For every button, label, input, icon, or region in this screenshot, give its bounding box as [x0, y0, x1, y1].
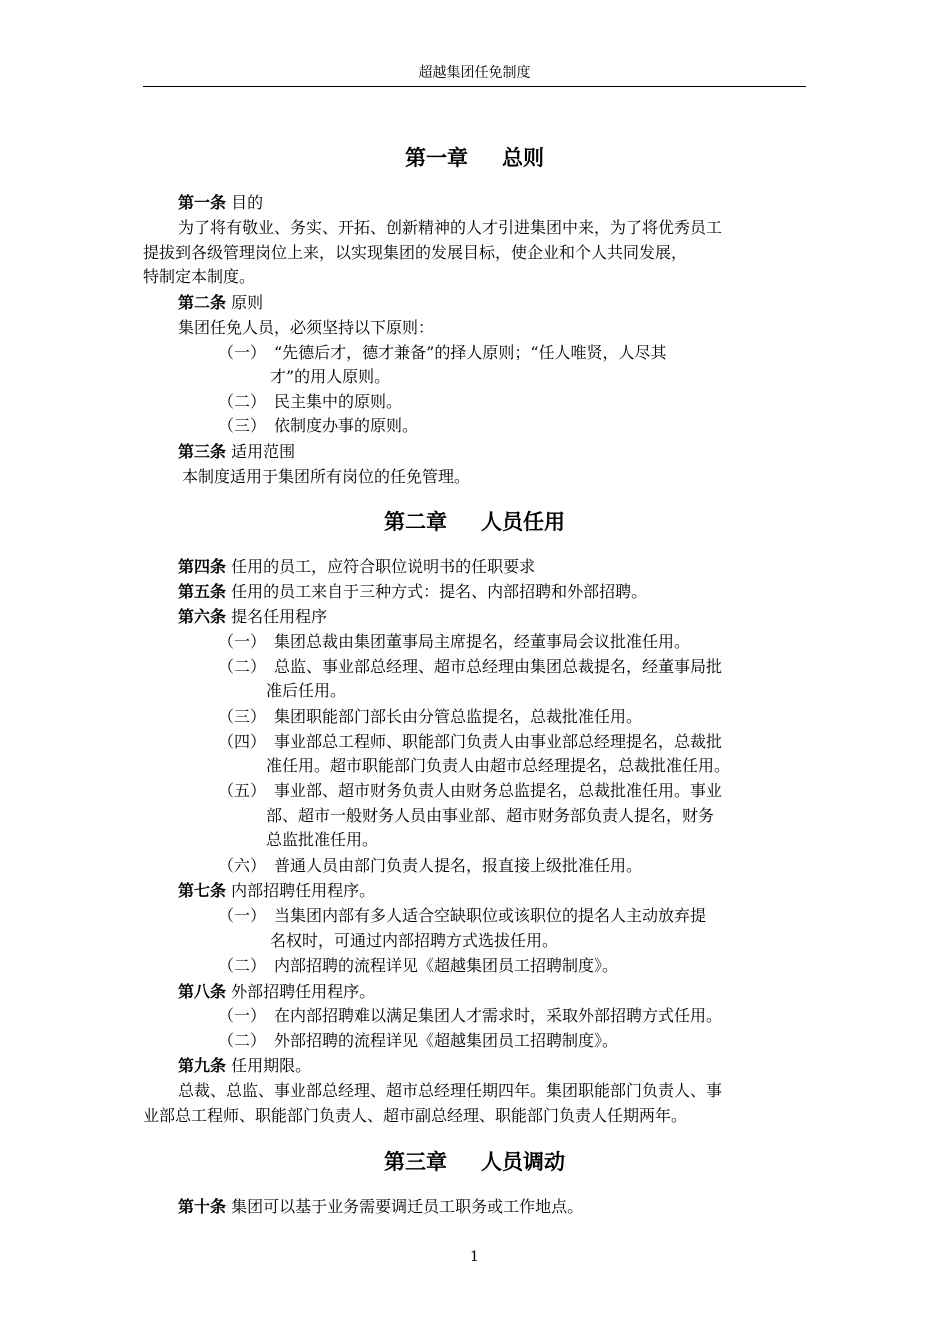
chapter-3-number: 第三章 — [384, 1150, 447, 1174]
article-3-heading — [178, 441, 295, 463]
article-9-heading — [178, 1055, 311, 1077]
article-label: 第三条 — [178, 442, 227, 461]
list-item: （一） 集团总裁由集团董事局主席提名，经董事局会议批准任用。 — [218, 632, 691, 651]
chapter-1-number: 第一章 — [405, 146, 468, 170]
article-5-heading — [178, 581, 647, 603]
article-title: 内部招聘任用程序。 — [231, 881, 376, 900]
list-item-continuation: 部、超市一般财务人员由事业部、超市财务部负责人提名，财务 — [266, 806, 715, 825]
article-10-heading — [178, 1196, 583, 1218]
article-title: 目的 — [231, 193, 264, 212]
article-title: 任用期限。 — [231, 1056, 312, 1075]
header-rule — [143, 86, 806, 87]
article-title: 原则 — [231, 293, 264, 312]
article-title: 提名任用程序 — [231, 607, 328, 626]
article-1-heading — [178, 192, 263, 214]
chapter-1-heading — [143, 144, 806, 172]
paragraph-line: 本制度适用于集团所有岗位的任免管理。 — [182, 467, 471, 486]
list-item: （六） 普通人员由部门负责人提名，报直接上级批准任用。 — [218, 856, 643, 875]
paragraph-line: 总裁、总监、事业部总经理、超市总经理任期四年。集团职能部门负责人、事 — [178, 1081, 723, 1100]
list-item: （一） “先德后才，德才兼备”的择人原则；“任人唯贤，人尽其 — [218, 343, 667, 362]
list-item: （二） 外部招聘的流程详见《超越集团员工招聘制度》。 — [218, 1031, 619, 1050]
list-item: （三） 依制度办事的原则。 — [218, 416, 419, 435]
article-6-heading — [178, 606, 327, 628]
paragraph-line: 为了将有敬业、务实、开拓、创新精神的人才引进集团中来，为了将优秀员工 — [178, 218, 723, 237]
chapter-2-heading — [143, 508, 806, 536]
article-label: 第六条 — [178, 607, 227, 626]
chapter-3-heading — [143, 1148, 806, 1176]
list-item: （二） 民主集中的原则。 — [218, 392, 403, 411]
article-2-heading — [178, 292, 263, 314]
list-item: （二） 总监、事业部总经理、超市总经理由集团总裁提名，经董事局批 — [218, 657, 723, 676]
paragraph-line: 集团任免人员，必须坚持以下原则： — [178, 318, 435, 337]
article-title: 外部招聘任用程序。 — [231, 982, 376, 1001]
article-label: 第四条 — [178, 557, 227, 576]
paragraph-line: 业部总工程师、职能部门负责人、超市副总经理、职能部门负责人任期两年。 — [143, 1106, 688, 1125]
list-item-continuation: 名权时，可通过内部招聘方式选拔任用。 — [270, 931, 559, 950]
article-title: 适用范围 — [231, 442, 296, 461]
paragraph-line: 特制定本制度。 — [143, 267, 256, 286]
chapter-2-title: 人员任用 — [481, 510, 565, 534]
chapter-2-number: 第二章 — [384, 510, 447, 534]
article-title: 集团可以基于业务需要调迁员工职务或工作地点。 — [231, 1197, 584, 1216]
list-item-continuation: 才”的用人原则。 — [270, 367, 391, 386]
article-4-heading — [178, 556, 535, 578]
running-header: 超越集团任免制度 — [418, 65, 531, 81]
article-label: 第七条 — [178, 881, 227, 900]
list-item-continuation: 准后任用。 — [266, 681, 347, 700]
list-item: （一） 当集团内部有多人适合空缺职位或该职位的提名人主动放弃提 — [218, 906, 707, 925]
article-title: 任用的员工，应符合职位说明书的任职要求 — [231, 557, 536, 576]
article-label: 第八条 — [178, 982, 227, 1001]
article-8-heading — [178, 981, 375, 1003]
list-item: （三） 集团职能部门部长由分管总监提名，总裁批准任用。 — [218, 707, 643, 726]
article-label: 第十条 — [178, 1197, 227, 1216]
list-item: （二） 内部招聘的流程详见《超越集团员工招聘制度》。 — [218, 956, 619, 975]
list-item: （五） 事业部、超市财务负责人由财务总监提名，总裁批准任用。事业 — [218, 781, 723, 800]
list-item-continuation: 总监批准任用。 — [266, 830, 379, 849]
article-7-heading — [178, 880, 375, 902]
chapter-1-title: 总则 — [502, 146, 544, 170]
page-number: 1 — [470, 1249, 479, 1265]
article-label: 第五条 — [178, 582, 227, 601]
list-item-continuation: 准任用。超市职能部门负责人由超市总经理提名，总裁批准任用。 — [266, 756, 731, 775]
article-label: 第二条 — [178, 293, 227, 312]
paragraph-line: 提拔到各级管理岗位上来，以实现集团的发展目标，使企业和个人共同发展， — [143, 243, 688, 262]
list-item: （一） 在内部招聘难以满足集团人才需求时，采取外部招聘方式任用。 — [218, 1006, 723, 1025]
article-title: 任用的员工来自于三种方式：提名、内部招聘和外部招聘。 — [231, 582, 648, 601]
article-label: 第一条 — [178, 193, 227, 212]
chapter-3-title: 人员调动 — [481, 1150, 565, 1174]
list-item: （四） 事业部总工程师、职能部门负责人由事业部总经理提名，总裁批 — [218, 732, 723, 751]
article-label: 第九条 — [178, 1056, 227, 1075]
